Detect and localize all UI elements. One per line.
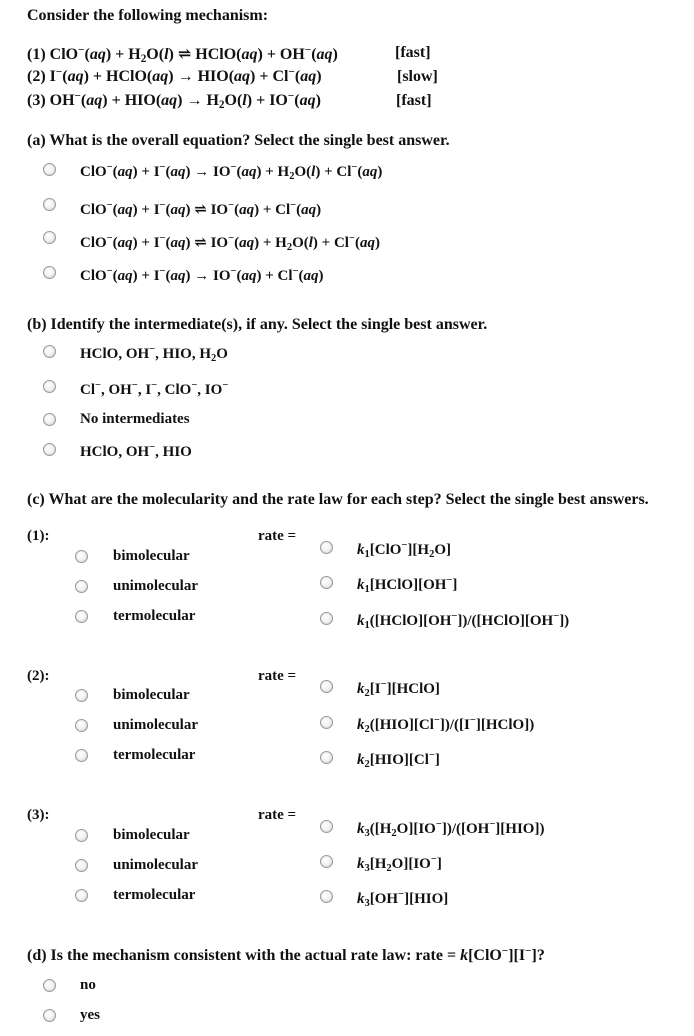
mechanism-step-2: (2) I−(aq) + HClO(aq) → HIO(aq) + Cl−(aq) xyxy=(27,66,322,85)
mechanism-step-1-speed: [fast] xyxy=(395,44,431,61)
radio-c3-bimolecular[interactable] xyxy=(75,829,88,842)
answer-a-option-2: ClO−(aq) + I−(aq) ⇌ IO−(aq) + Cl−(aq) xyxy=(80,200,322,218)
radio-c2-unimolecular[interactable] xyxy=(75,719,88,732)
radio-c3-rate-2[interactable] xyxy=(320,855,333,868)
radio-c1-rate-1[interactable] xyxy=(320,541,333,554)
c2-unimolecular-label: unimolecular xyxy=(113,717,198,733)
step-2-rate-label: rate = xyxy=(258,668,297,684)
c3-rate-3: $k_3[OH^-][HIO]$ xyxy=(357,889,449,909)
answer-d-yes: yes xyxy=(80,1007,100,1023)
intro-text: Consider the following mechanism: xyxy=(27,7,269,24)
step-1-rate-label: rate = xyxy=(258,528,297,544)
question-d: (d) Is the mechanism consistent with the actual rate law: rate = k[ClO−][I−]? xyxy=(27,945,545,964)
c2-rate-1: $k_2[I^-][HClO]$ xyxy=(357,679,440,699)
answer-b-option-3: No intermediates xyxy=(80,411,190,427)
question-a: (a) What is the overall equation? Select the single best answer. xyxy=(27,132,450,149)
c3-rate-2: $k_3[H_2O][IO^-]$ xyxy=(357,854,442,874)
radio-d-no[interactable] xyxy=(43,979,56,992)
radio-c2-rate-1[interactable] xyxy=(320,680,333,693)
radio-c3-rate-3[interactable] xyxy=(320,890,333,903)
c1-rate-1: $k_1[ClO^-][H_2O]$ xyxy=(357,540,451,560)
answer-b-option-4: HClO, OH−, HIO xyxy=(80,442,192,460)
c1-termolecular-label: termolecular xyxy=(113,608,196,624)
question-c: (c) What are the molecularity and the rate law for each step? Select the single best answers. xyxy=(27,491,649,508)
radio-b-option-3[interactable] xyxy=(43,413,56,426)
c1-unimolecular-label: unimolecular xyxy=(113,578,198,594)
radio-c1-termolecular[interactable] xyxy=(75,610,88,623)
radio-b-option-2[interactable] xyxy=(43,380,56,393)
radio-c3-termolecular[interactable] xyxy=(75,889,88,902)
mechanism-step-1: (1) $ClO^-(aq) + H_2O(l)$ ⇌ HClO(aq) + OH−(aq) xyxy=(27,44,338,65)
answer-a-option-4: ClO−(aq) + I−(aq) → IO−(aq) + Cl−(aq) xyxy=(80,266,324,284)
radio-c1-bimolecular[interactable] xyxy=(75,550,88,563)
radio-d-yes[interactable] xyxy=(43,1009,56,1022)
c1-rate-3: $k_1([HClO][OH^-])/([HClO][OH^-])$ xyxy=(357,611,570,631)
answer-a-option-1: $ClO^-(aq) + I^-(aq) \to IO^-(aq) + H_2O(l) + Cl^-(aq)$ xyxy=(80,162,383,182)
radio-a-option-1[interactable] xyxy=(43,163,56,176)
step-1-label: (1): xyxy=(27,528,50,544)
mechanism-step-2-speed: [slow] xyxy=(397,68,438,85)
answer-b-option-1: HClO, OH−, HIO, $H_2O$ xyxy=(80,344,228,364)
radio-c3-rate-1[interactable] xyxy=(320,820,333,833)
radio-c1-unimolecular[interactable] xyxy=(75,580,88,593)
step-2-label: (2): xyxy=(27,668,50,684)
c3-bimolecular-label: bimolecular xyxy=(113,827,190,843)
c2-rate-2: $k_2([HIO][Cl^-])/([I^-][HClO])$ xyxy=(357,715,535,735)
mechanism-step-3: (3) $OH^-(aq) + HIO(aq) \to H_2O(l) + IO^-(aq)$ xyxy=(27,90,321,111)
radio-c3-unimolecular[interactable] xyxy=(75,859,88,872)
radio-b-option-1[interactable] xyxy=(43,345,56,358)
step-3-rate-label: rate = xyxy=(258,807,297,823)
c2-bimolecular-label: bimolecular xyxy=(113,687,190,703)
c1-rate-2: $k_1[HClO][OH^-]$ xyxy=(357,575,458,595)
radio-a-option-3[interactable] xyxy=(43,231,56,244)
c2-rate-3: $k_2[HIO][Cl^-]$ xyxy=(357,750,440,770)
step-3-label: (3): xyxy=(27,807,50,823)
answer-b-option-2: Cl−, OH−, I−, ClO−, IO− xyxy=(80,380,229,398)
question-b: (b) Identify the intermediate(s), if any. Select the single best answer. xyxy=(27,316,488,333)
c2-termolecular-label: termolecular xyxy=(113,747,196,763)
radio-c2-rate-3[interactable] xyxy=(320,751,333,764)
radio-c1-rate-3[interactable] xyxy=(320,612,333,625)
radio-c2-rate-2[interactable] xyxy=(320,716,333,729)
radio-c1-rate-2[interactable] xyxy=(320,576,333,589)
radio-c2-termolecular[interactable] xyxy=(75,749,88,762)
answer-d-no: no xyxy=(80,977,96,993)
c3-rate-1: $k_3([H_2O][IO^-])/([OH^-][HIO])$ xyxy=(357,819,545,839)
radio-a-option-2[interactable] xyxy=(43,198,56,211)
mechanism-step-3-speed: [fast] xyxy=(396,92,432,109)
radio-b-option-4[interactable] xyxy=(43,443,56,456)
c3-termolecular-label: termolecular xyxy=(113,887,196,903)
c1-bimolecular-label: bimolecular xyxy=(113,548,190,564)
answer-a-option-3: ClO−(aq) + I−(aq) ⇌ $IO^-(aq) + H_2O(l) + Cl^-(aq)$ xyxy=(80,233,380,253)
c3-unimolecular-label: unimolecular xyxy=(113,857,198,873)
radio-c2-bimolecular[interactable] xyxy=(75,689,88,702)
radio-a-option-4[interactable] xyxy=(43,266,56,279)
